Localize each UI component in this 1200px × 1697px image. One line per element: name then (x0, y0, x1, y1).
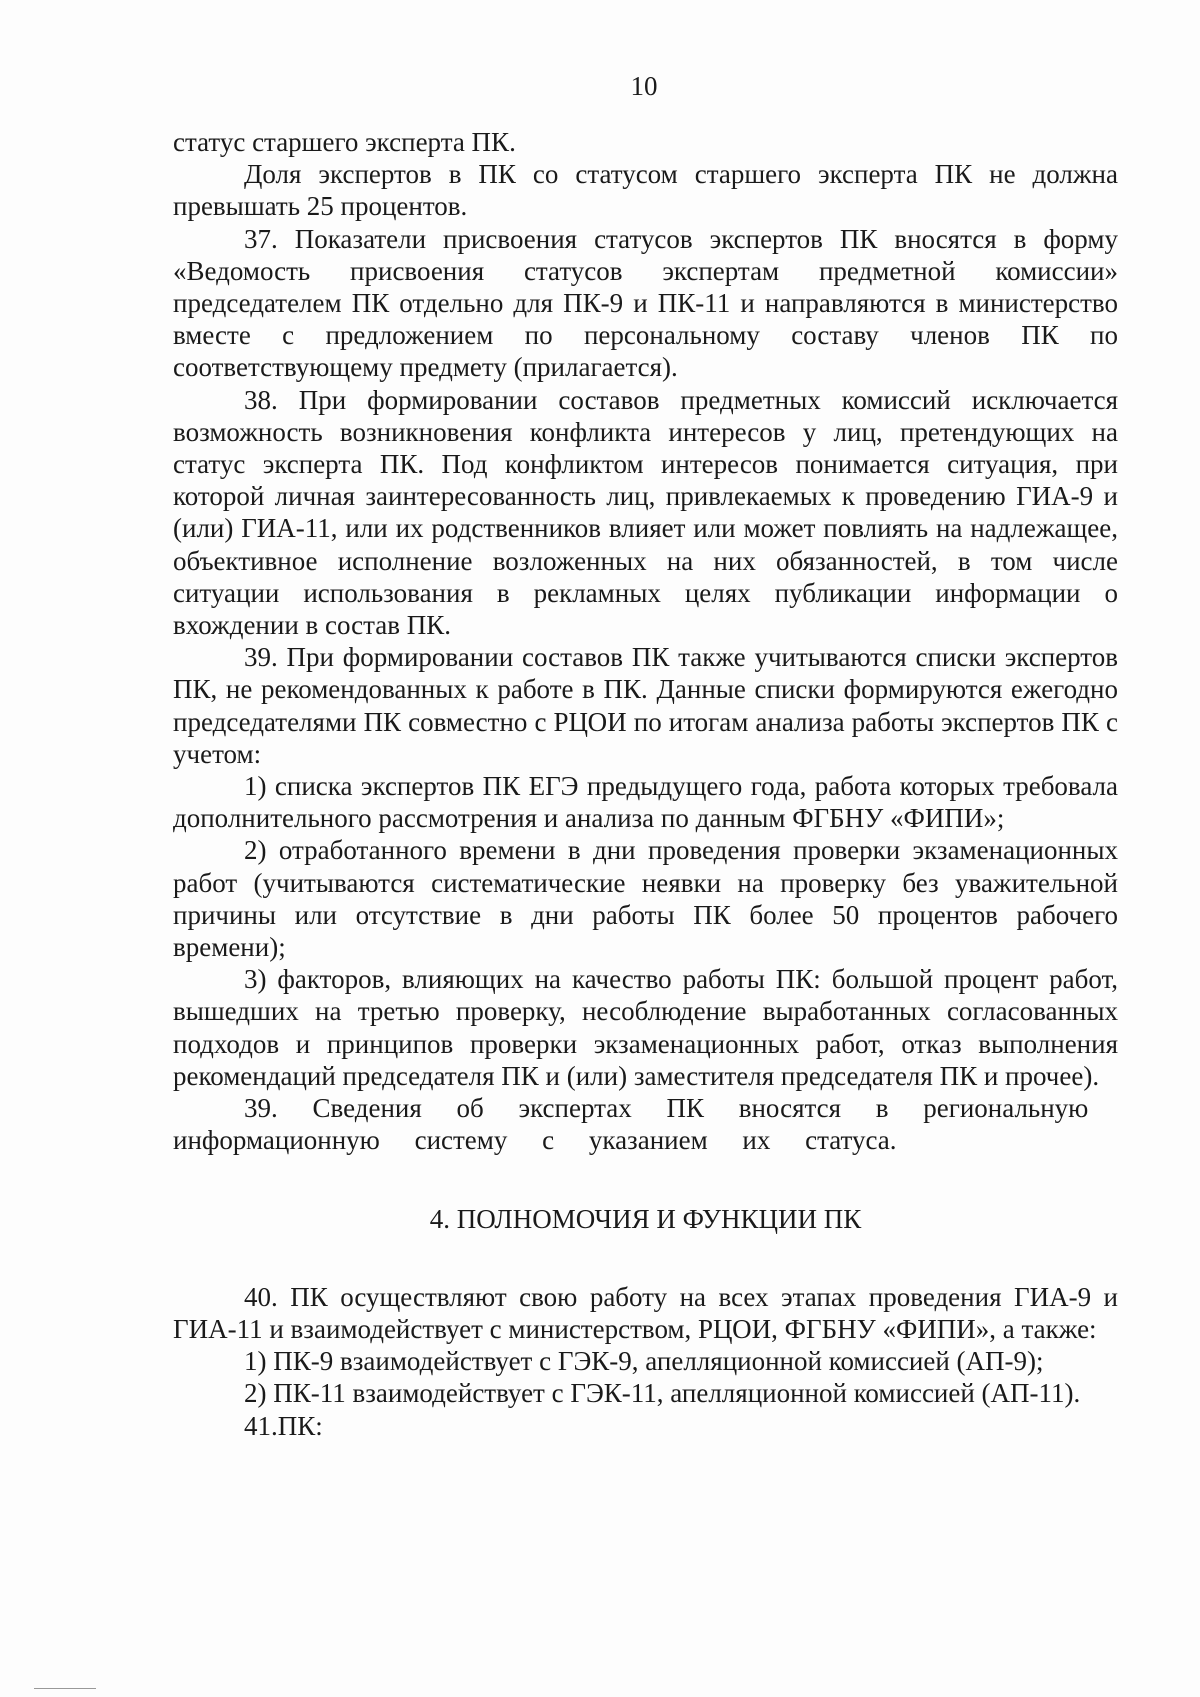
list-item-1: 1) списка экспертов ПК ЕГЭ предыдущего года, работа которых требовала дополнительного рассмотрения и анализа по данным ФГБНУ «ФИПИ»; (173, 771, 1118, 834)
page-number: 10 (630, 71, 658, 101)
list-item-3: 3) факторов, влияющих на качество работы ПК: большой процент работ, вышедших на третью проверку, несоблюдение выработанных согласованных подходов и принципов проверки экзаменационных работ, отказ выполнения рекомендаций председателя ПК и (или) заместителя председателя ПК и прочее). (173, 964, 1118, 1091)
paragraph-39: 39. При формировании составов ПК также учитываются списки экспертов ПК, не рекомендованных к работе в ПК. Данные списки формируются ежегодно председателями ПК совместно с РЦОИ по итогам анализа работы экспертов ПК с учетом: (173, 642, 1118, 769)
paragraph-40: 40. ПК осуществляют свою работу на всех этапах проведения ГИА-9 и ГИА-11 и взаимодействует с министерством, РЦОИ, ФГБНУ «ФИПИ», а также: (173, 1281, 1118, 1344)
section-heading: 4. ПОЛНОМОЧИЯ И ФУНКЦИИ ПК (429, 1203, 862, 1234)
paragraph-39-info-system: 39. Сведения об экспертах ПК вносятся в региональную информационную систему с указанием их статуса. (173, 1093, 1089, 1156)
paragraph-status-continuation: статус старшего эксперта ПК. (173, 127, 516, 157)
paragraph-38: 38. При формировании составов предметных комиссий исключается возможность возникновения конфликта интересов у лиц, претендующих на статус эксперта ПК. Под конфликтом интересов понимается ситуация, при которой личная заинтересованность лиц, привлекаемых к проведению ГИА-9 и (или) ГИА-11, или их родственников влияет или может повлиять на надлежащее, объективное исполнение возложенных на них обязанностей, в том числе ситуации использования в рекламных целях публикации информации о вхождении в состав ПК. (173, 384, 1118, 641)
document-body (173, 126, 1118, 1442)
paragraph-37: 37. Показатели присвоения статусов экспертов ПК вносятся в форму «Ведомость присвоения статусов экспертам предметной комиссии» председателем ПК отдельно для ПК-9 и ПК-11 и направляются в министерство вместе с предложением по персональному составу членов ПК по соответствующему предмету (прилагается). (173, 223, 1118, 383)
paragraph-41: 41.ПК: (244, 1410, 323, 1441)
list-item-2: 2) отработанного времени в дни проведения проверки экзаменационных работ (учитываются систематические неявки на проверку без уважительной причины или отсутствие в дни работы ПК более 50 процентов рабочего времени); (173, 835, 1118, 963)
scan-edge-mark (34, 1688, 96, 1689)
list-item-pk9: 1) ПК-9 взаимодействует с ГЭК-9, апелляционной комиссией (АП-9); (244, 1346, 1044, 1377)
paragraph-expert-share: Доля экспертов в ПК со статусом старшего эксперта ПК не должна превышать 25 процентов. (173, 159, 1118, 222)
list-item-pk11: 2) ПК-11 взаимодействует с ГЭК-11, апелляционной комиссией (АП-11). (244, 1378, 1081, 1409)
